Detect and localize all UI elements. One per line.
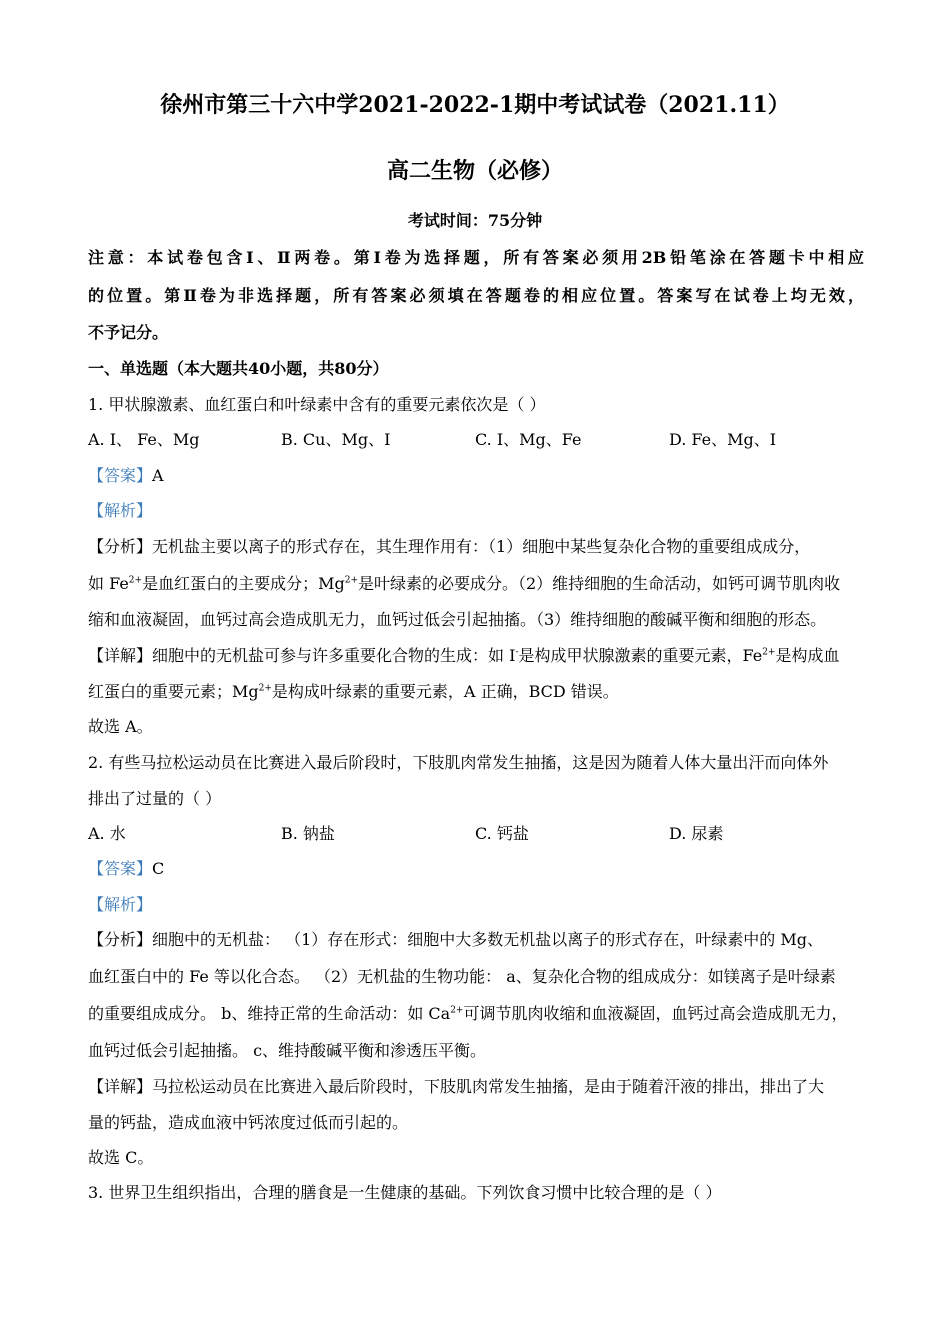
q2-fenxi-line-1: 【分析】细胞中的无机盐： （1）存在形式：细胞中大多数无机盐以离子的形式存在，叶绿素中的 Mg、 xyxy=(88,930,823,949)
q1-conclusion: 故选 A。 xyxy=(88,717,153,736)
q2-fenxi-line-3: 的重要组成成分。 b、维持正常的生命活动：如 $Ca^{2+}$可调节肌肉收缩和血液凝固，血钙过高会造成肌无力， xyxy=(88,1004,848,1023)
q1-xiangjie-line-1: 【详解】细胞中的无机盐可参与许多重要化合物的生成：如 I-是构成甲状腺激素的重要元素，$Fe^{2+}$是构成血 xyxy=(88,646,840,665)
exam-time: 考试时间：75分钟 xyxy=(407,211,543,230)
q1-fenxi-line-1: 【分析】无机盐主要以离子的形式存在，其生理作用有：（1）细胞中某些复杂化合物的重要组成成分， xyxy=(88,537,811,556)
q1-option-d: D. Fe、Mg、I xyxy=(669,430,777,449)
q2-answer xyxy=(88,858,864,880)
q2-option-c: C. 钙盐 xyxy=(475,824,529,843)
q2-option-b: B. 钠盐 xyxy=(281,824,335,843)
exam-title: 徐州市第三十六中学2021-2022-1期中考试试卷（2021.11） xyxy=(160,92,790,118)
notice-line-3: 不予记分。 xyxy=(88,323,169,342)
q2-option-d: D. 尿素 xyxy=(669,824,724,843)
q2-fenxi-line-4: 血钙过低会引起抽搐。 c、维持酸碱平衡和渗透压平衡。 xyxy=(88,1041,487,1060)
q2-xiangjie-line-2: 量的钙盐，造成血液中钙浓度过低而引起的。 xyxy=(88,1113,409,1132)
q3-stem: 3. 世界卫生组织指出，合理的膳食是一生健康的基础。下列饮食习惯中比较合理的是（ ） xyxy=(88,1183,722,1202)
q2-answer-value: C xyxy=(152,859,165,878)
q2-stem-line-2: 排出了过量的（ ） xyxy=(88,789,222,808)
q2-fenxi-line-2: 血红蛋白中的 Fe 等以化合态。 （2）无机盐的生物功能： a、复杂化合物的组成成分：如镁离子是叶绿素 xyxy=(88,967,836,986)
notice-line-2: 的位置。第Ⅱ卷为非选择题，所有答案必须填在答题卷的相应位置。答案写在试卷上均无效， xyxy=(88,286,864,305)
q1-answer-value: A xyxy=(152,466,164,485)
q1-stem: 1. 甲状腺激素、血红蛋白和叶绿素中含有的重要元素依次是（ ） xyxy=(88,395,546,414)
q2-stem-line-1: 2. 有些马拉松运动员在比赛进入最后阶段时，下肢肌肉常发生抽搐，这是因为随着人体大量出汗而向体外 xyxy=(88,753,829,772)
q1-xiangjie-line-2: 红蛋白的重要元素；$Mg^{2+}$是构成叶绿素的重要元素，A 正确，BCD 错误。 xyxy=(88,682,619,701)
exam-subtitle: 高二生物（必修） xyxy=(386,158,563,184)
q1-option-b: B. Cu、Mg、I xyxy=(281,430,391,449)
q1-option-c: C. I、Mg、Fe xyxy=(475,430,582,449)
q2-analysis-tag: 【解析】 xyxy=(88,895,153,914)
answer-tag: 【答案】 xyxy=(88,466,153,485)
notice-line-1: 注意：本试卷包含Ⅰ、Ⅱ两卷。第Ⅰ卷为选择题，所有答案必须用2B铅笔涂在答题卡中相应 xyxy=(88,248,864,267)
q2-option-a: A. 水 xyxy=(88,824,126,843)
q2-xiangjie-line-1: 【详解】马拉松运动员在比赛进入最后阶段时，下肢肌肉常发生抽搐，是由于随着汗液的排出，排出了大 xyxy=(88,1077,825,1096)
section-heading: 一、单选题（本大题共40小题，共80分） xyxy=(88,359,389,378)
answer-tag: 【答案】 xyxy=(88,859,153,878)
q1-option-a: A. I、 Fe、Mg xyxy=(88,430,200,449)
q2-conclusion: 故选 C。 xyxy=(88,1148,154,1167)
q1-fenxi-line-3: 缩和血液凝固，血钙过高会造成肌无力，血钙过低会引起抽搐。（3）维持细胞的酸碱平衡和细胞的形态。 xyxy=(88,610,827,629)
q1-answer xyxy=(88,465,864,487)
q1-analysis-tag: 【解析】 xyxy=(88,501,153,520)
q1-fenxi-line-2: 如 $Fe^{2+}$是血红蛋白的主要成分；$Mg^{2+}$是叶绿素的必要成分。（2）维持细胞的生命活动，如钙可调节肌肉收 xyxy=(88,574,841,593)
